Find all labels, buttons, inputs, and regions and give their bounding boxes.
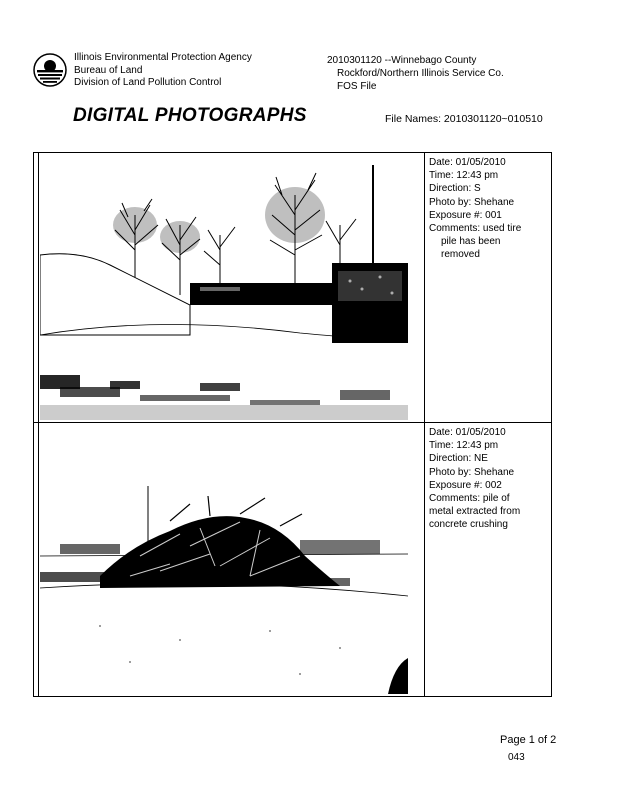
photo-1-date: Date: 01/05/2010 [429, 157, 506, 168]
photo-2-time: Time: 12:43 pm [429, 440, 499, 452]
photo-1-comment-cont: pile has been [441, 236, 501, 248]
file-info-block [327, 54, 504, 93]
photo-2-comment-cont-2: concrete crushing [429, 519, 508, 531]
photo-1-comment-cont-2: removed [441, 249, 480, 261]
table-divider-left [38, 152, 39, 697]
photo-2-photographer: Photo by: Shehane [429, 466, 515, 478]
photo-2-comment: Comments: pile of [429, 493, 510, 505]
agency-block [74, 52, 252, 90]
photo-2-direction: Direction: NE [429, 453, 488, 465]
photo-2-metal-pile [40, 426, 408, 694]
file-id-line: 2010301120 --Winnebago County [327, 55, 477, 66]
bureau-name: Bureau of Land [74, 64, 143, 76]
facility-line: Rockford/Northern Illinois Service Co. [337, 68, 504, 79]
page-number: Page 1 of 2 [500, 734, 557, 746]
page-title: DIGITAL PHOTOGRAPHS [73, 105, 307, 126]
photo-1-photographer: Photo by: Shehane [429, 196, 515, 208]
table-divider-row [33, 422, 552, 423]
photo-2-date: Date: 01/05/2010 [429, 427, 506, 438]
photo-1-exposure: Exposure #: 001 [429, 209, 502, 221]
photo-1-snow-cleared-area [40, 155, 408, 420]
file-type-line: FOS File [337, 81, 377, 92]
table-divider-center [424, 152, 425, 697]
agency-name: Illinois Environmental Protection Agency [74, 52, 252, 63]
photo-1-direction: Direction: S [429, 183, 481, 195]
photo-1-comment: Comments: used tire [429, 223, 522, 235]
document-number: 043 [508, 752, 525, 763]
photo-1-time: Time: 12:43 pm [429, 170, 499, 182]
file-names: File Names: 2010301120~010510 [385, 113, 543, 125]
division-name: Division of Land Pollution Control [74, 77, 222, 88]
photo-2-comment-cont: metal extracted from [429, 506, 521, 518]
photo-2-exposure: Exposure #: 002 [429, 479, 502, 491]
photo-2-details [429, 426, 520, 532]
photo-1-details [429, 156, 521, 262]
agency-seal-logo [33, 53, 67, 87]
